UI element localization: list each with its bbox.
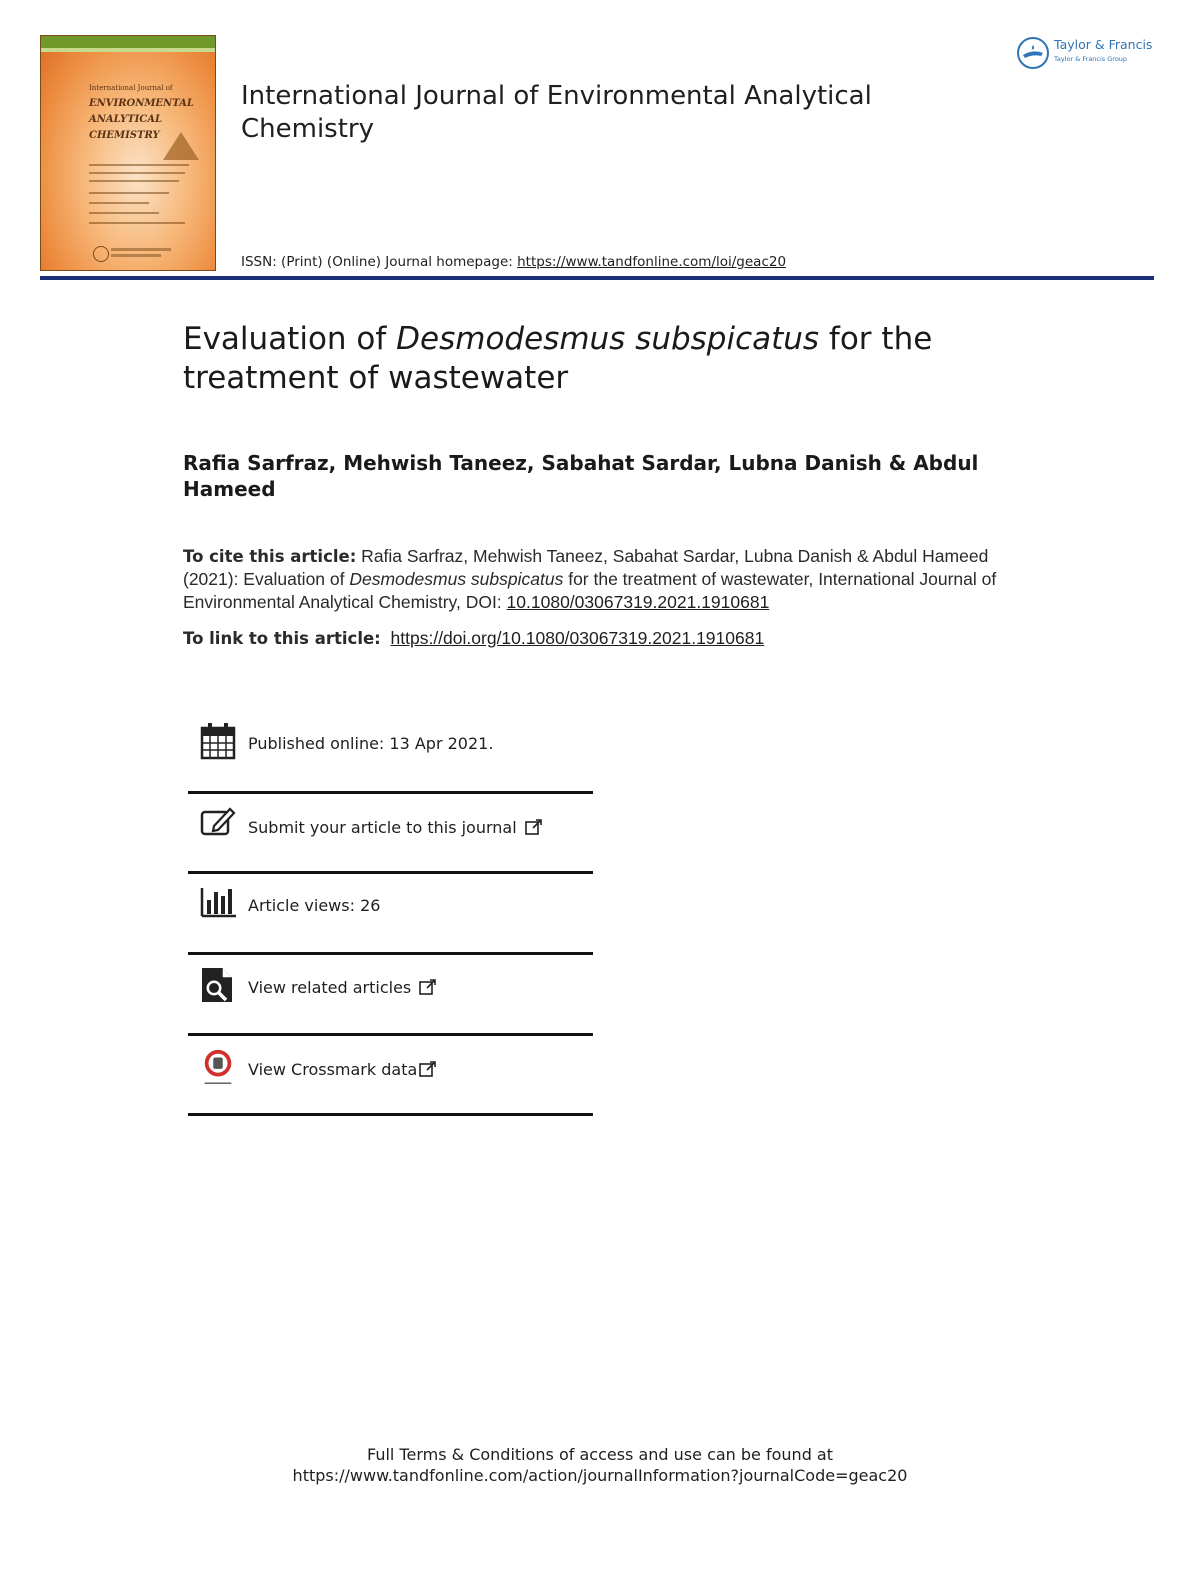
published-row [188,722,593,772]
journal-cover-image [40,35,216,271]
publisher-logo[interactable] [1016,34,1161,74]
publisher-name: Taylor & Francis [1054,37,1153,52]
submit-article-link[interactable] [248,818,543,837]
title-text: Evaluation of [183,321,397,357]
info-divider [188,871,593,874]
article-link-line [183,628,764,649]
issn-line [241,254,786,270]
document-search-icon [200,966,236,1004]
publisher-group: Taylor & Francis Group [1054,55,1128,63]
crossmark-link[interactable] [248,1060,437,1079]
views-row [188,884,593,934]
cover-line: ANALYTICAL [89,114,163,125]
article-doi-url[interactable]: https://doi.org/10.1080/03067319.2021.1910681 [390,628,765,648]
cite-species: Desmodesmus subspicatus [349,569,564,589]
bar-chart-icon [200,884,236,922]
related-row[interactable] [188,966,593,1016]
footer [0,1444,1200,1486]
cite-label: To cite this article: [183,547,357,566]
cover-publisher-logo [93,246,109,262]
crossmark-icon [200,1048,236,1086]
doi-link[interactable]: 10.1080/03067319.2021.1910681 [506,592,770,612]
submit-row[interactable] [188,804,593,854]
info-divider [188,1113,593,1116]
info-divider [188,952,593,955]
info-divider [188,791,593,794]
issn-text: ISSN: (Print) (Online) Journal homepage: [241,254,518,270]
footer-terms: Full Terms & Conditions of access and use can be found at [366,1445,834,1464]
link-label: To link to this article: [183,629,381,648]
external-link-icon [525,819,543,835]
journal-homepage-link[interactable]: https://www.tandfonline.com/loi/geac20 [517,254,787,270]
submit-label: Submit your article to this journal [248,818,517,837]
article-views: Article views: 26 [248,896,381,915]
crossmark-label: View Crossmark data [248,1060,418,1079]
edit-icon [200,804,236,842]
related-label: View related articles [248,978,412,997]
external-link-icon [419,1061,437,1077]
cite-text: for the treatment of wastewater, International Journal of Environmental Analytical Chemistry, DOI: [183,569,997,612]
publisher-lamp-icon [1016,36,1050,70]
title-species: Desmodesmus subspicatus [396,321,820,357]
related-articles-link[interactable] [248,978,437,997]
calendar-icon [200,722,236,760]
header-divider [40,276,1154,280]
author-list: Rafia Sarfraz, Mehwish Taneez, Sabahat Sardar, Lubna Danish & Abdul Hameed [183,451,979,501]
published-date: Published online: 13 Apr 2021. [248,734,494,753]
info-divider [188,1033,593,1036]
crossmark-row[interactable] [188,1048,593,1098]
footer-terms-url[interactable]: https://www.tandfonline.com/action/journalInformation?journalCode=geac20 [292,1466,908,1485]
cover-line: International Journal of [89,84,173,92]
title-text: for the treatment of wastewater [183,321,933,396]
external-link-icon [419,979,437,995]
citation-block [183,545,1043,614]
article-title [183,320,1003,398]
cover-line: ENVIRONMENTAL [89,98,194,109]
cover-line: CHEMISTRY [89,130,160,141]
cite-text: Rafia Sarfraz, Mehwish Taneez, Sabahat Sardar, Lubna Danish & Abdul Hameed (2021): Evaluation of [183,546,989,589]
journal-title: International Journal of Environmental Analytical Chemistry [241,81,872,144]
